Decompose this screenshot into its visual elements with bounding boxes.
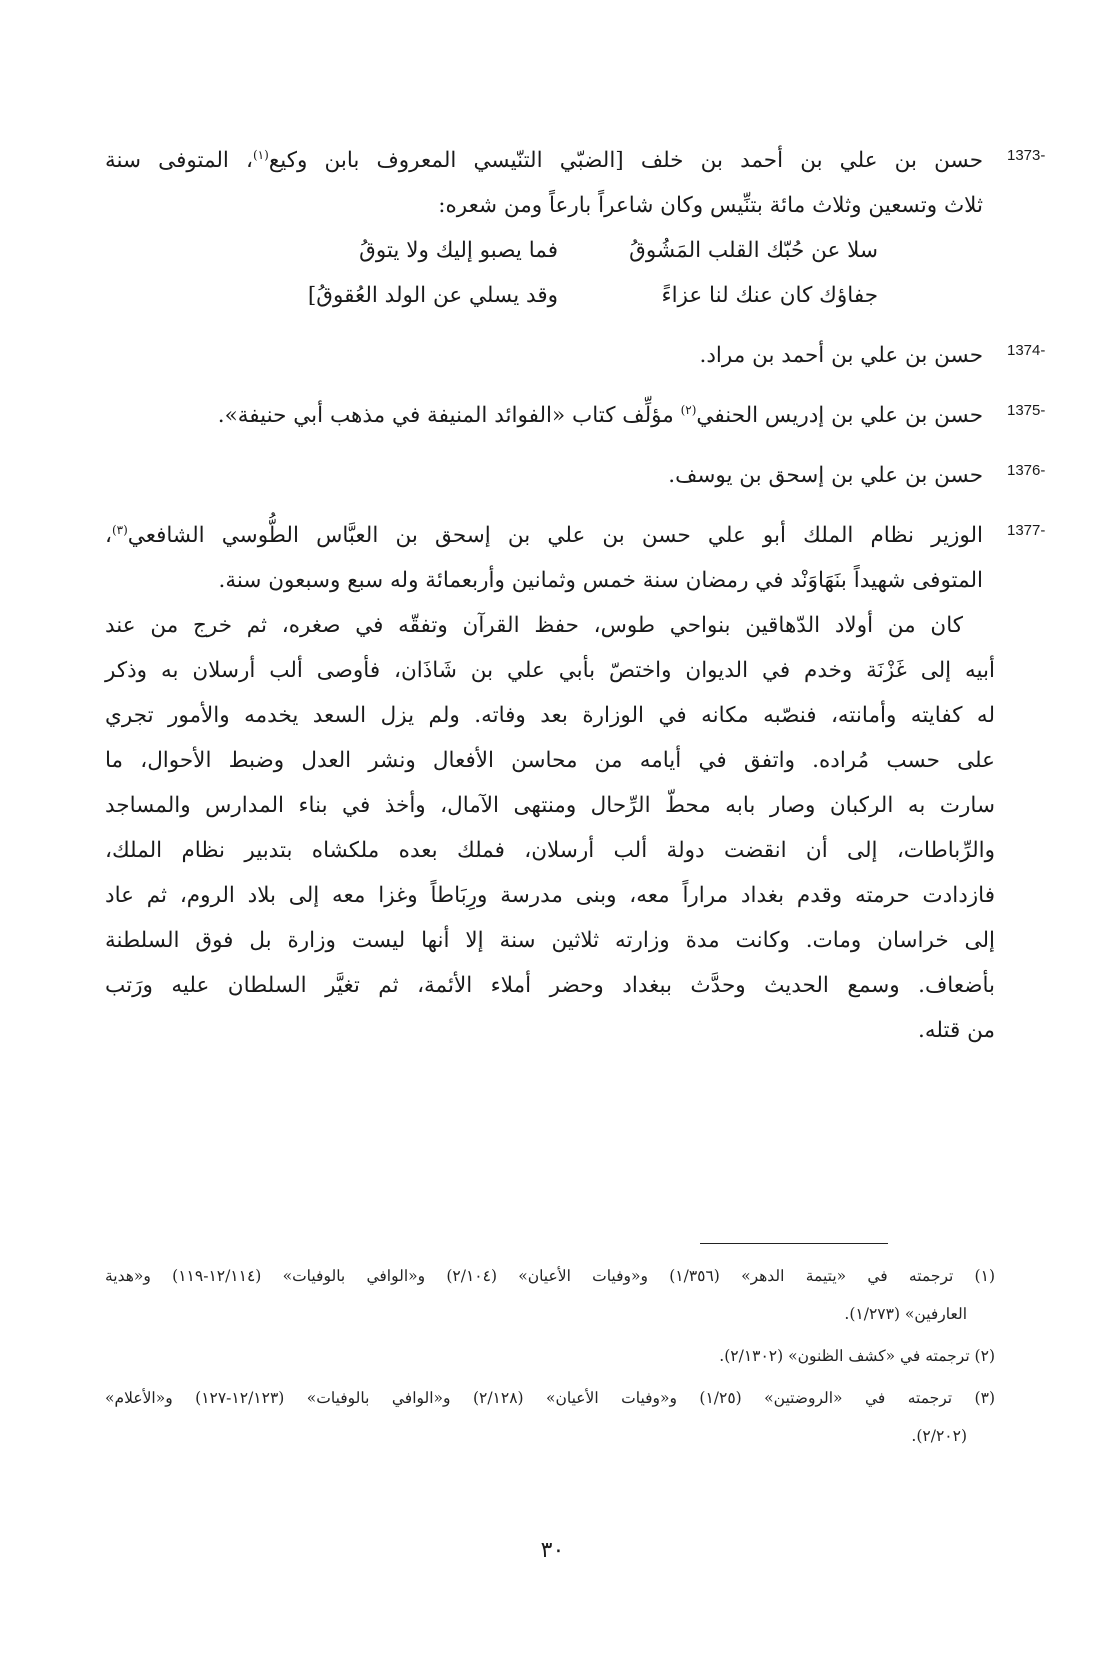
entry-number: 1374 -: [1007, 342, 1045, 359]
paragraph-line: سارت به الركبان وصار بابه محطّ الرِّحال ومنتهى الآمال، وأخذ في بناء المدارس والمساجد: [105, 793, 995, 818]
entry-number: 1373 -: [1007, 147, 1045, 164]
paragraph-line: فازدادت حرمته وقدم بغداد مراراً معه، وبنى مدرسة ورِبَاطاً وغزا معه إلى بلاد الروم، ثم عاد: [105, 883, 995, 908]
footnotes: [105, 1257, 995, 1455]
entry-1374: [105, 333, 1041, 378]
entry-line: حسن بن علي بن أحمد بن مراد.: [699, 343, 983, 368]
paragraph-line: على حسب مُراده. واتفق في أيامه من محاسن الأفعال ونشر العدل وضبط الأحوال، ما: [105, 748, 995, 773]
paragraph-line: أبيه إلى غَزْنَة وخدم في الديوان واختصّ بأبي علي بن شَاذَان، فأوصى ألب أرسلان به وذكر: [105, 658, 995, 683]
page-number: ٣٠: [540, 1538, 565, 1563]
verse: [105, 228, 983, 273]
verse-first-hemistich: جفاؤك كان عنك لنا عزاءً: [661, 283, 878, 308]
entry-1377: [105, 513, 1041, 603]
footnote-ref: (٣): [111, 522, 128, 537]
entry-number: 1377 -: [1007, 522, 1045, 539]
biography-paragraph: [105, 603, 995, 1053]
footnote-line: (٣) ترجمته في «الروضتين» (١/٢٥) و«وفيات الأعيان» (٢/١٢٨) و«الوافي بالوفيات» (١٢/١٢٣-١٢٧) و«الأعلام»: [105, 1389, 995, 1407]
entry-line: الوزير نظام الملك أبو علي حسن بن علي بن إسحق بن العبَّاس الطُّوسي الشافعي$^{(٣)}$،: [105, 522, 983, 548]
paragraph-line: كان من أولاد الدّهاقين بنواحي طوس، حفظ القرآن وتفقّه في صغره، ثم خرج من عند: [105, 613, 963, 638]
entry-line: حسن بن علي بن إسحق بن يوسف.: [668, 463, 983, 488]
footnote-line: العارفين» (١/٢٧٣).: [844, 1305, 967, 1323]
entry-number: 1375 -: [1007, 402, 1045, 419]
footnote-3: [105, 1379, 995, 1455]
verse-second-hemistich: فما يصبو إليك ولا يتوقُ: [359, 238, 558, 263]
footnote-separator: [700, 1243, 888, 1244]
verse-first-hemistich: سلا عن حُبّك القلب المَشُوقُ: [629, 238, 878, 263]
entry-1373: [105, 138, 1041, 318]
entry-number: 1376 -: [1007, 462, 1045, 479]
footnote-ref: (٢): [680, 402, 697, 417]
entry-line: حسن بن علي بن أحمد بن خلف [الضبّي التنّيسي المعروف بابن وكيع$^{(١)}$، المتوفى سنة: [105, 147, 983, 173]
footnote-line: (١) ترجمته في «يتيمة الدهر» (١/٣٥٦) و«وفيات الأعيان» (٢/١٠٤) و«الوافي بالوفيات» (١٢/١١٤-١١٩) و«هدية: [105, 1267, 995, 1285]
entry-1375: [105, 393, 1041, 438]
entry-1376: [105, 453, 1041, 498]
paragraph-line: بأضعاف. وسمع الحديث وحدَّث ببغداد وحضر أملاء الأئمة، ثم تغيَّر السلطان عليه ورَتب: [105, 973, 995, 998]
entry-line: ثلاث وتسعين وثلاث مائة بتنِّيس وكان شاعراً بارعاً ومن شعره:: [438, 193, 983, 218]
entry-line: حسن بن علي بن إدريس الحنفي$^{(٢)}$ مؤلِّف كتاب «الفوائد المنيفة في مذهب أبي حنيفة».: [217, 402, 983, 428]
main-text: [105, 138, 1041, 1053]
footnote-line: (٢) ترجمته في «كشف الظنون» (٢/١٣٠٢).: [719, 1347, 995, 1365]
footnote-1: [105, 1257, 995, 1333]
footnote-2: [105, 1337, 995, 1375]
paragraph-line: من قتله.: [918, 1018, 995, 1043]
footnote-ref: (١): [252, 147, 269, 162]
paragraph-line: والرِّباطات، إلى أن انقضت دولة ألب أرسلان، فملك بعده ملكشاه بتدبير نظام الملك،: [105, 838, 995, 863]
verse-second-hemistich: وقد يسلي عن الولد العُقوقُ]: [307, 283, 558, 308]
verse: [105, 273, 983, 318]
paragraph-line: إلى خراسان ومات. وكانت مدة وزارته ثلاثين سنة إلا أنها ليست وزارة بل فوق السلطنة: [105, 928, 995, 953]
footnote-line: (٢/٢٠٢).: [911, 1427, 967, 1445]
paragraph-line: له كفايته وأمانته، فنصّبه مكانه في الوزارة بعد وفاته. ولم يزل السعد يخدمه والأمور تجري: [105, 703, 995, 728]
entry-line: المتوفى شهيداً بنَهَاوَنْد في رمضان سنة خمس وثمانين وأربعمائة وله سبع وسبعون سنة.: [218, 568, 983, 593]
